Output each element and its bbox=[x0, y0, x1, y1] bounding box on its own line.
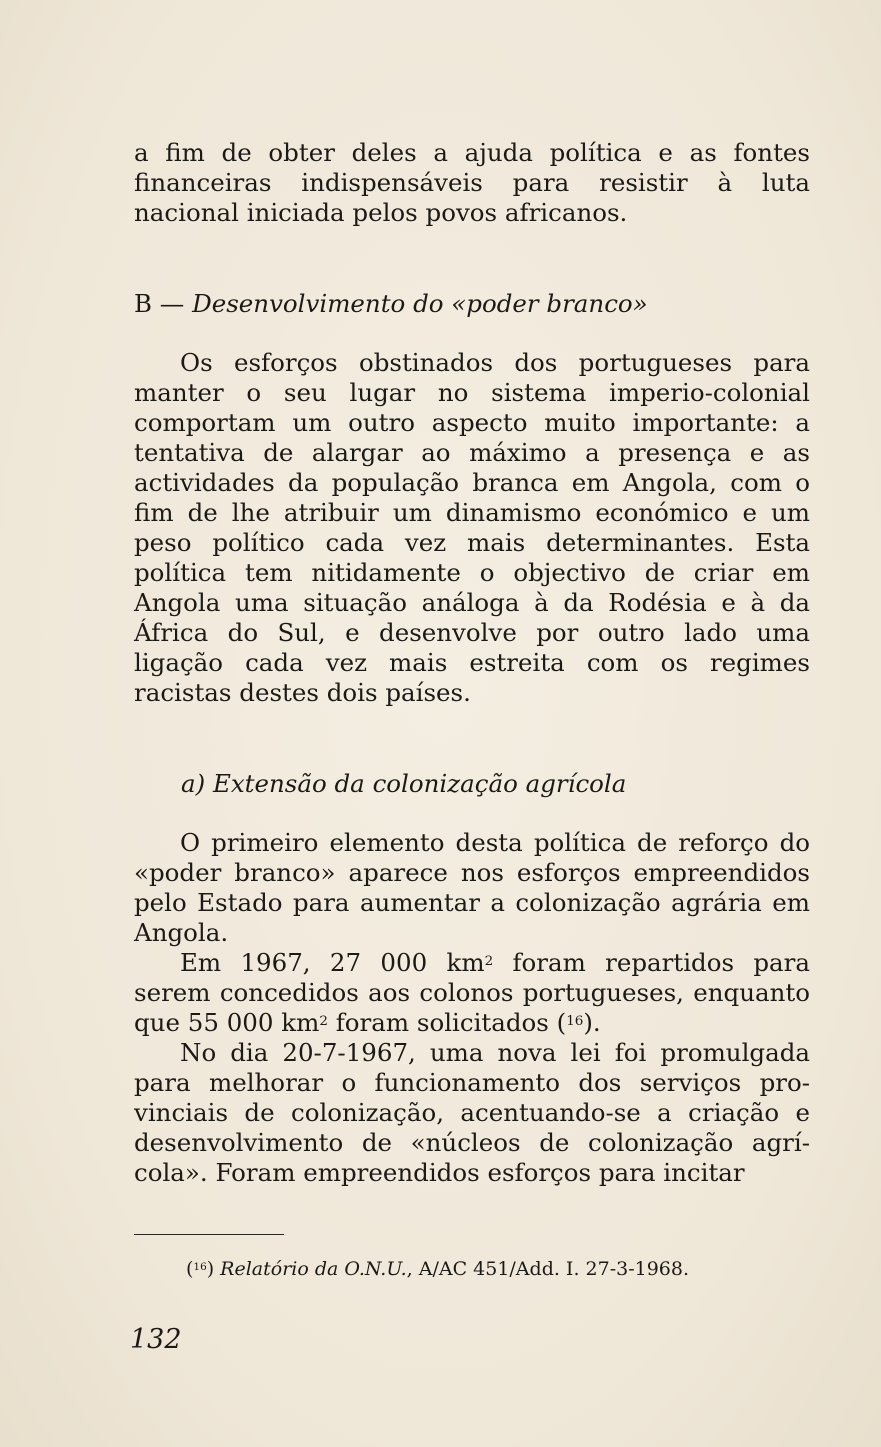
paragraph-continuation: a fim de obter deles a ajuda política e as fontes financeiras indispensáveis para resistir à luta nacional iniciada pelos povos africanos. bbox=[134, 138, 810, 227]
section-heading-a-prefix: a) bbox=[181, 769, 213, 798]
p4-sup-1: 2 bbox=[484, 952, 494, 969]
section-heading-a-title: Extensão da colonização agrícola bbox=[212, 769, 627, 798]
footnote-reference-text: , A/AC 451/Add. I. 27-3-1968. bbox=[406, 1258, 690, 1280]
paragraph-nova-lei: No dia 20-7-1967, uma nova lei foi promulgada para melhorar o funcionamento dos serviços provinciais de colonização, acentuando-se a criação e desenvolvimento de «núcleos de colonização agrícola». Foram empreendidos esforços para incitar bbox=[134, 1038, 810, 1187]
footnote-16 bbox=[186, 1257, 689, 1281]
footnote-divider bbox=[134, 1234, 284, 1235]
paragraph-poder-branco: Os esforços obstinados dos portugueses para manter o seu lugar no sistema imperio-colonial comportam um outro aspecto muito importante: a tentativa de alargar ao máximo a presença e as actividades da população branca em Angola, com o fim de lhe atribuir um dinamismo económico e um peso político cada vez mais determinantes. Esta política tem nitidamente o objectivo de criar em Angola uma situação análoga à da Rodésia e à da África do Sul, e desenvolve por outro lado uma ligação cada vez mais estreita com os regimes racistas destes dois países. bbox=[134, 348, 810, 707]
footnote-source-title: Relatório da O.N.U. bbox=[220, 1258, 407, 1280]
p4-sup-2: 2 bbox=[319, 1012, 328, 1029]
footnote-number: 16 bbox=[193, 1261, 207, 1274]
text-block-section-a bbox=[134, 828, 810, 1188]
text-block-section-b bbox=[134, 348, 810, 708]
p4-text-1: Em 1967, 27 000 km bbox=[180, 948, 485, 977]
section-heading-a bbox=[181, 769, 626, 799]
footnote-open-paren: ( bbox=[186, 1258, 194, 1280]
p4-text-4: ). bbox=[583, 1008, 601, 1037]
footnote-reference: 16 bbox=[566, 1012, 584, 1029]
section-heading-b bbox=[134, 289, 648, 319]
page-number: 132 bbox=[130, 1324, 182, 1355]
paragraph-em-1967 bbox=[134, 948, 810, 1038]
footnote-close-paren: ) bbox=[206, 1258, 221, 1280]
paragraph-primeiro-elemento: O primeiro elemento desta política de reforço do «poder branco» aparece nos esforços empreendidos pelo Estado para aumentar a colonização agrária em Angola. bbox=[134, 828, 810, 947]
section-heading-b-title: Desenvolvimento do «poder branco» bbox=[192, 289, 648, 318]
p4-text-2: foram repartidos para serem concedidos aos colonos portugueses, enquanto que 55 000 km bbox=[134, 948, 810, 1037]
p4-text-3: foram solicitados ( bbox=[327, 1008, 567, 1037]
section-heading-b-prefix: B — bbox=[134, 289, 193, 318]
text-block-intro bbox=[134, 138, 810, 228]
